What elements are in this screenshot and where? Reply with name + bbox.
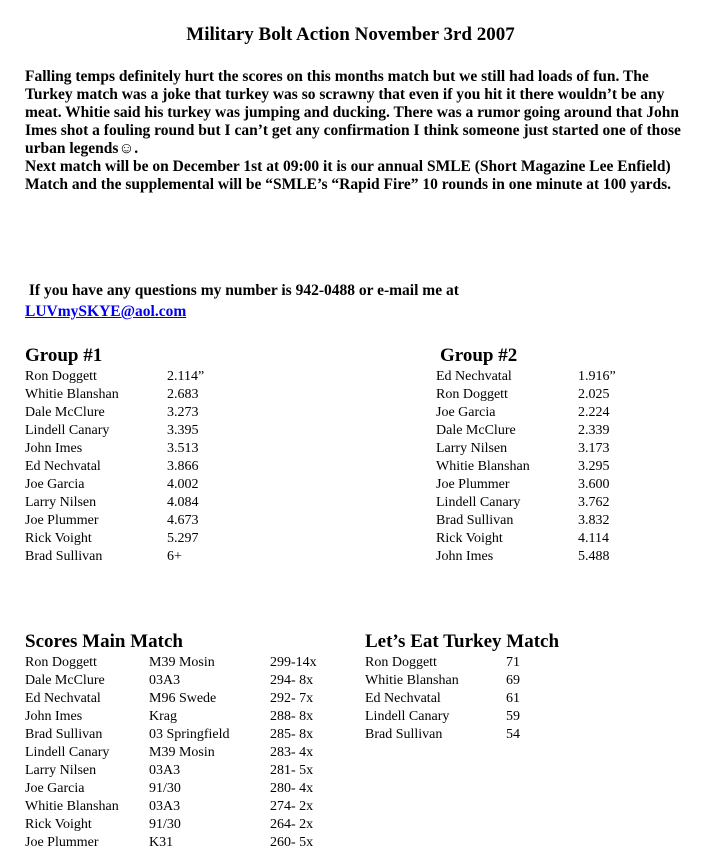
list-item (25, 494, 287, 512)
shooter-name: Brad Sullivan (25, 549, 103, 564)
shooter-name: Ron Doggett (365, 655, 437, 670)
match-score: 274- 2x (270, 799, 314, 814)
group-size: 2.339 (578, 423, 610, 438)
list-item (25, 672, 317, 690)
list-item (365, 726, 626, 744)
shooter-name: John Imes (25, 709, 83, 724)
list-item (365, 672, 626, 690)
shooter-name: Larry Nilsen (25, 763, 97, 778)
rifle-model: 03 Springfield (149, 727, 230, 742)
list-item (436, 476, 698, 494)
shooter-name: Lindell Canary (436, 495, 521, 510)
turkey-score: 59 (506, 709, 520, 724)
list-item (436, 494, 698, 512)
shooter-name: Dale McClure (25, 673, 105, 688)
rifle-model: Krag (149, 709, 177, 724)
group1-list (25, 368, 287, 566)
list-item (25, 548, 287, 566)
shooter-name: Ed Nechvatal (365, 691, 441, 706)
shooter-name: Joe Plummer (25, 835, 99, 850)
list-item (25, 368, 287, 386)
shooter-name: Lindell Canary (25, 745, 110, 760)
list-item (25, 798, 317, 816)
shooter-name: Rick Voight (436, 531, 503, 546)
shooter-name: Dale McClure (25, 405, 105, 420)
list-item (25, 690, 317, 708)
shooter-name: Ed Nechvatal (25, 691, 101, 706)
turkey-score: 71 (506, 655, 520, 670)
group2-section (436, 344, 698, 566)
group-size: 3.832 (578, 513, 610, 528)
group1-heading: Group #1 (25, 345, 103, 366)
turkey-score: 54 (506, 727, 520, 742)
shooter-name: Whitie Blanshan (25, 387, 119, 402)
shooter-name: Dale McClure (436, 423, 516, 438)
list-item (25, 816, 317, 834)
main-match-section (25, 630, 317, 852)
shooter-name: Joe Garcia (436, 405, 496, 420)
rifle-model: 03A3 (149, 763, 181, 778)
list-item (25, 708, 317, 726)
shooter-name: Larry Nilsen (436, 441, 508, 456)
shooter-name: Brad Sullivan (436, 513, 514, 528)
turkey-match-heading: Let’s Eat Turkey Match (365, 631, 560, 652)
group-size: 4.114 (578, 531, 609, 546)
shooter-name: Ron Doggett (25, 655, 97, 670)
group2-list (436, 368, 698, 566)
list-item (25, 386, 287, 404)
list-item (25, 744, 317, 762)
shooter-name: Joe Plummer (25, 513, 99, 528)
shooter-name: Ron Doggett (436, 387, 508, 402)
group-size: 1.916” (578, 369, 616, 384)
group-size: 3.295 (578, 459, 610, 474)
list-item (25, 476, 287, 494)
group-size: 4.002 (167, 477, 199, 492)
turkey-score: 61 (506, 691, 520, 706)
email-link[interactable]: LUVmySKYE@aol.com (25, 303, 187, 320)
page-title: Military Bolt Action November 3rd 2007 (186, 24, 515, 45)
list-item (436, 512, 698, 530)
group-size: 4.673 (167, 513, 199, 528)
list-item (25, 530, 287, 548)
rifle-model: M39 Mosin (149, 745, 215, 760)
group-size: 5.488 (578, 549, 610, 564)
group2-heading: Group #2 (440, 345, 518, 366)
main-match-list (25, 654, 317, 852)
list-item (436, 368, 698, 386)
list-item (436, 440, 698, 458)
group-size: 3.513 (167, 441, 199, 456)
match-score: 292- 7x (270, 691, 314, 706)
match-score: 288- 8x (270, 709, 314, 724)
group-size: 3.762 (578, 495, 610, 510)
shooter-name: Whitie Blanshan (365, 673, 459, 688)
list-item (25, 762, 317, 780)
next-match-paragraph: Next match will be on December 1st at 09:00 it is our annual SMLE (Short Magazine Lee Enfield) Match and the supplemental will be “SMLE’s “Rapid Fire” 10 rounds in one minute at 100 yards. (25, 158, 672, 193)
shooter-name: John Imes (436, 549, 494, 564)
shooter-name: John Imes (25, 441, 83, 456)
list-item (25, 458, 287, 476)
intro-paragraph: Falling temps definitely hurt the scores on this months match but we still had loads of fun. The Turkey match was a joke that turkey was so scrawny that even if you hit it there wouldn’t be any meat. Whitie said his turkey was jumping and ducking. There was a rumor going around that John Imes shot a fouling round but I can’t get any confirmation I think someone just started one of those urban legends☺. (25, 68, 681, 157)
rifle-model: 03A3 (149, 799, 181, 814)
match-score: 283- 4x (270, 745, 314, 760)
contact-text: If you have any questions my number is 942-0488 or e-mail me at (25, 282, 459, 299)
shooter-name: Whitie Blanshan (436, 459, 530, 474)
group-size: 2.114” (167, 369, 205, 384)
group-size: 3.273 (167, 405, 199, 420)
match-score: 260- 5x (270, 835, 314, 850)
list-item (365, 690, 626, 708)
list-item (436, 386, 698, 404)
turkey-score: 69 (506, 673, 520, 688)
list-item (365, 654, 626, 672)
list-item (25, 834, 317, 852)
group1-section (25, 344, 287, 566)
shooter-name: Joe Garcia (25, 781, 85, 796)
contact-block (25, 280, 685, 322)
turkey-match-list (365, 654, 626, 744)
list-item (436, 458, 698, 476)
shooter-name: Rick Voight (25, 817, 92, 832)
shooter-name: Brad Sullivan (25, 727, 103, 742)
shooter-name: Whitie Blanshan (25, 799, 119, 814)
group-size: 5.297 (167, 531, 199, 546)
rifle-model: M96 Swede (149, 691, 217, 706)
shooter-name: Brad Sullivan (365, 727, 443, 742)
rifle-model: M39 Mosin (149, 655, 215, 670)
list-item (25, 404, 287, 422)
shooter-name: Rick Voight (25, 531, 92, 546)
group-size: 4.084 (167, 495, 199, 510)
shooter-name: Joe Plummer (436, 477, 510, 492)
shooter-name: Ed Nechvatal (436, 369, 512, 384)
rifle-model: 91/30 (149, 781, 181, 796)
intro-text (25, 68, 685, 194)
shooter-name: Ron Doggett (25, 369, 97, 384)
list-item (25, 780, 317, 798)
group-size: 3.173 (578, 441, 610, 456)
group-size: 3.600 (578, 477, 610, 492)
group-size: 2.683 (167, 387, 199, 402)
list-item (25, 422, 287, 440)
list-item (25, 726, 317, 744)
turkey-match-section (365, 630, 626, 744)
main-match-heading: Scores Main Match (25, 631, 183, 652)
list-item (25, 654, 317, 672)
list-item (436, 404, 698, 422)
rifle-model: K31 (149, 835, 174, 850)
list-item (365, 708, 626, 726)
group-size: 6+ (167, 549, 182, 564)
match-score: 281- 5x (270, 763, 314, 778)
shooter-name: Lindell Canary (25, 423, 110, 438)
list-item (25, 440, 287, 458)
list-item (436, 530, 698, 548)
match-score: 299-14x (270, 655, 317, 670)
match-score: 264- 2x (270, 817, 314, 832)
rifle-model: 03A3 (149, 673, 181, 688)
match-score: 294- 8x (270, 673, 314, 688)
group-size: 2.025 (578, 387, 610, 402)
group-size: 3.395 (167, 423, 199, 438)
group-size: 3.866 (167, 459, 199, 474)
shooter-name: Lindell Canary (365, 709, 450, 724)
shooter-name: Joe Garcia (25, 477, 85, 492)
list-item (436, 548, 698, 566)
match-score: 280- 4x (270, 781, 314, 796)
list-item (436, 422, 698, 440)
group-size: 2.224 (578, 405, 610, 420)
list-item (25, 512, 287, 530)
shooter-name: Larry Nilsen (25, 495, 97, 510)
match-score: 285- 8x (270, 727, 314, 742)
rifle-model: 91/30 (149, 817, 181, 832)
shooter-name: Ed Nechvatal (25, 459, 101, 474)
